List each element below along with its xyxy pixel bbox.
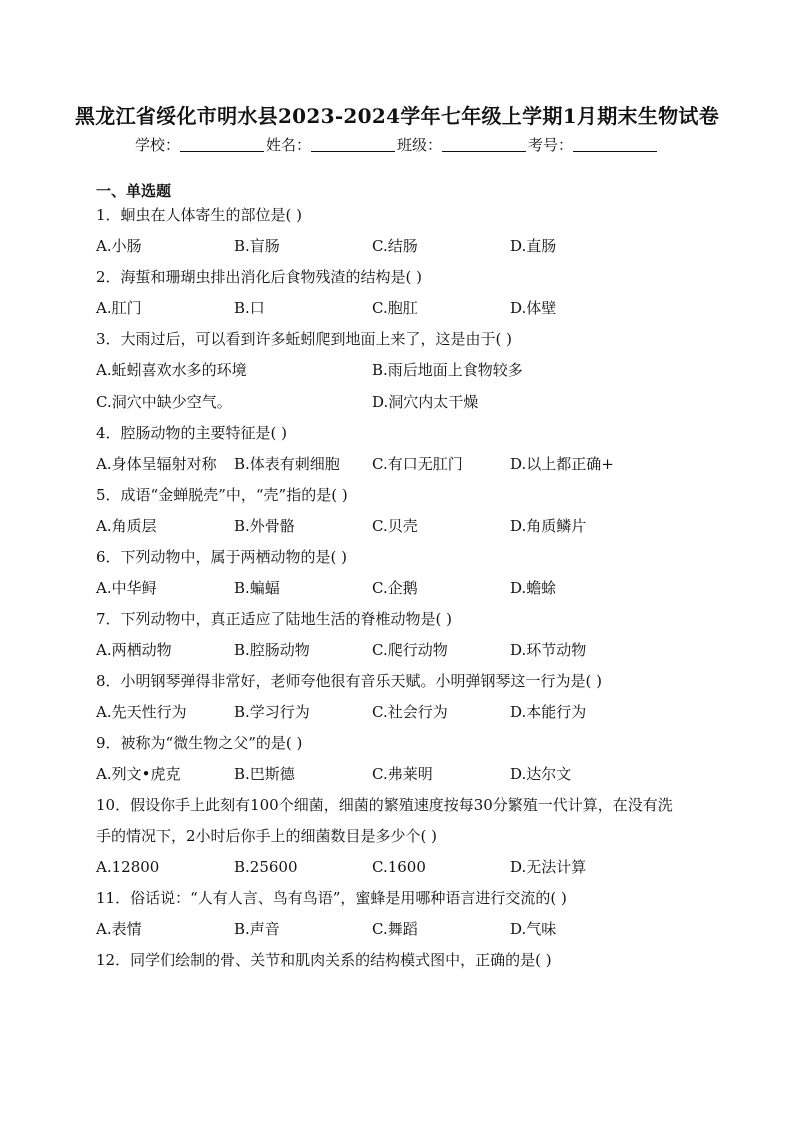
question-stem: 11．俗话说：“人有人言、鸟有鸟语”，蜜蜂是用哪种语言进行交流的( ) (96, 889, 567, 907)
option-c[interactable]: C.洞穴中缺少空气。 (96, 393, 232, 411)
option-b[interactable]: B.外骨骼 (234, 517, 295, 535)
name-blank[interactable] (311, 136, 395, 152)
option-b[interactable]: B.盲肠 (234, 237, 280, 255)
option-a[interactable]: A.表情 (96, 920, 142, 938)
option-c[interactable]: C.爬行动物 (372, 641, 448, 659)
option-b[interactable]: B.蝙蝠 (234, 579, 280, 597)
name-label: 姓名： (265, 136, 311, 154)
option-d[interactable]: D.洞穴内太干燥 (372, 393, 479, 411)
option-a[interactable]: A.身体呈辐射对称 (96, 455, 217, 473)
question-stem: 5．成语“金蝉脱壳”中，“壳”指的是( ) (96, 486, 348, 504)
option-b[interactable]: B.腔肠动物 (234, 641, 310, 659)
option-a[interactable]: A.列文•虎克 (96, 765, 181, 783)
option-b[interactable]: B.25600 (234, 858, 298, 876)
question-stem: 3．大雨过后，可以看到许多蚯蚓爬到地面上来了，这是由于( ) (96, 330, 513, 348)
school-blank[interactable] (180, 136, 264, 152)
option-c[interactable]: C.社会行为 (372, 703, 448, 721)
class-label: 班级： (397, 136, 443, 154)
question-stem-continued: 手的情况下，2小时后你手上的细菌数目是多少个( ) (96, 827, 438, 845)
exam-number-label: 考号： (528, 136, 574, 154)
option-d[interactable]: D.达尔文 (510, 765, 572, 783)
option-c[interactable]: C.贝壳 (372, 517, 418, 535)
class-blank[interactable] (442, 136, 526, 152)
option-a[interactable]: A.蚯蚓喜欢水多的环境 (96, 361, 247, 379)
question-stem: 12．同学们绘制的骨、关节和肌肉关系的结构模式图中，正确的是( ) (96, 951, 552, 969)
option-d[interactable]: D.体壁 (510, 299, 557, 317)
question-stem: 9．被称为“微生物之父”的是( ) (96, 734, 303, 752)
exam-number-blank[interactable] (573, 136, 657, 152)
question-stem: 4．腔肠动物的主要特征是( ) (96, 424, 288, 442)
question-stem: 10．假设你手上此刻有100个细菌，细菌的繁殖速度按每30分繁殖一代计算，在没有洗 (96, 796, 673, 814)
question-stem: 7．下列动物中，真正适应了陆地生活的脊椎动物是( ) (96, 610, 453, 628)
option-a[interactable]: A.角质层 (96, 517, 157, 535)
option-c[interactable]: C.弗莱明 (372, 765, 433, 783)
option-b[interactable]: B.口 (234, 299, 265, 317)
option-d[interactable]: D.气味 (510, 920, 557, 938)
option-d[interactable]: D.环节动物 (510, 641, 587, 659)
option-a[interactable]: A.中华鲟 (96, 579, 157, 597)
option-d[interactable]: D.本能行为 (510, 703, 587, 721)
option-c[interactable]: C.舞蹈 (372, 920, 418, 938)
school-label: 学校： (134, 136, 180, 154)
option-a[interactable]: A.两栖动物 (96, 641, 172, 659)
option-d[interactable]: D.无法计算 (510, 858, 587, 876)
question-stem: 8．小明钢琴弹得非常好，老师夸他很有音乐天赋。小明弹钢琴这一行为是( ) (96, 672, 603, 690)
option-c[interactable]: C.胞肛 (372, 299, 418, 317)
exam-title: 黑龙江省绥化市明水县2023-2024学年七年级上学期1月期末生物试卷 (74, 104, 720, 128)
option-b[interactable]: B.雨后地面上食物较多 (372, 361, 523, 379)
question-stem: 2．海蜇和珊瑚虫排出消化后食物残渣的结构是( ) (96, 268, 423, 286)
student-info-row (0, 134, 794, 155)
question-stem: 1．蛔虫在人体寄生的部位是( ) (96, 206, 303, 224)
option-d[interactable]: D.蟾蜍 (510, 579, 557, 597)
option-a[interactable]: A.肛门 (96, 299, 142, 317)
option-c[interactable]: C.企鹅 (372, 579, 418, 597)
option-b[interactable]: B.声音 (234, 920, 280, 938)
option-a[interactable]: A.小肠 (96, 237, 142, 255)
option-d[interactable]: D.以上都正确+ (510, 455, 614, 473)
option-b[interactable]: B.巴斯德 (234, 765, 295, 783)
option-c[interactable]: C.结肠 (372, 237, 418, 255)
option-d[interactable]: D.角质鳞片 (510, 517, 587, 535)
option-c[interactable]: C.1600 (372, 858, 426, 876)
option-a[interactable]: A.12800 (96, 858, 160, 876)
section-heading-single-choice: 一、单选题 (96, 182, 172, 200)
option-c[interactable]: C.有口无肛门 (372, 455, 463, 473)
option-d[interactable]: D.直肠 (510, 237, 557, 255)
option-a[interactable]: A.先天性行为 (96, 703, 187, 721)
option-b[interactable]: B.体表有刺细胞 (234, 455, 340, 473)
question-stem: 6．下列动物中，属于两栖动物的是( ) (96, 548, 348, 566)
option-b[interactable]: B.学习行为 (234, 703, 310, 721)
